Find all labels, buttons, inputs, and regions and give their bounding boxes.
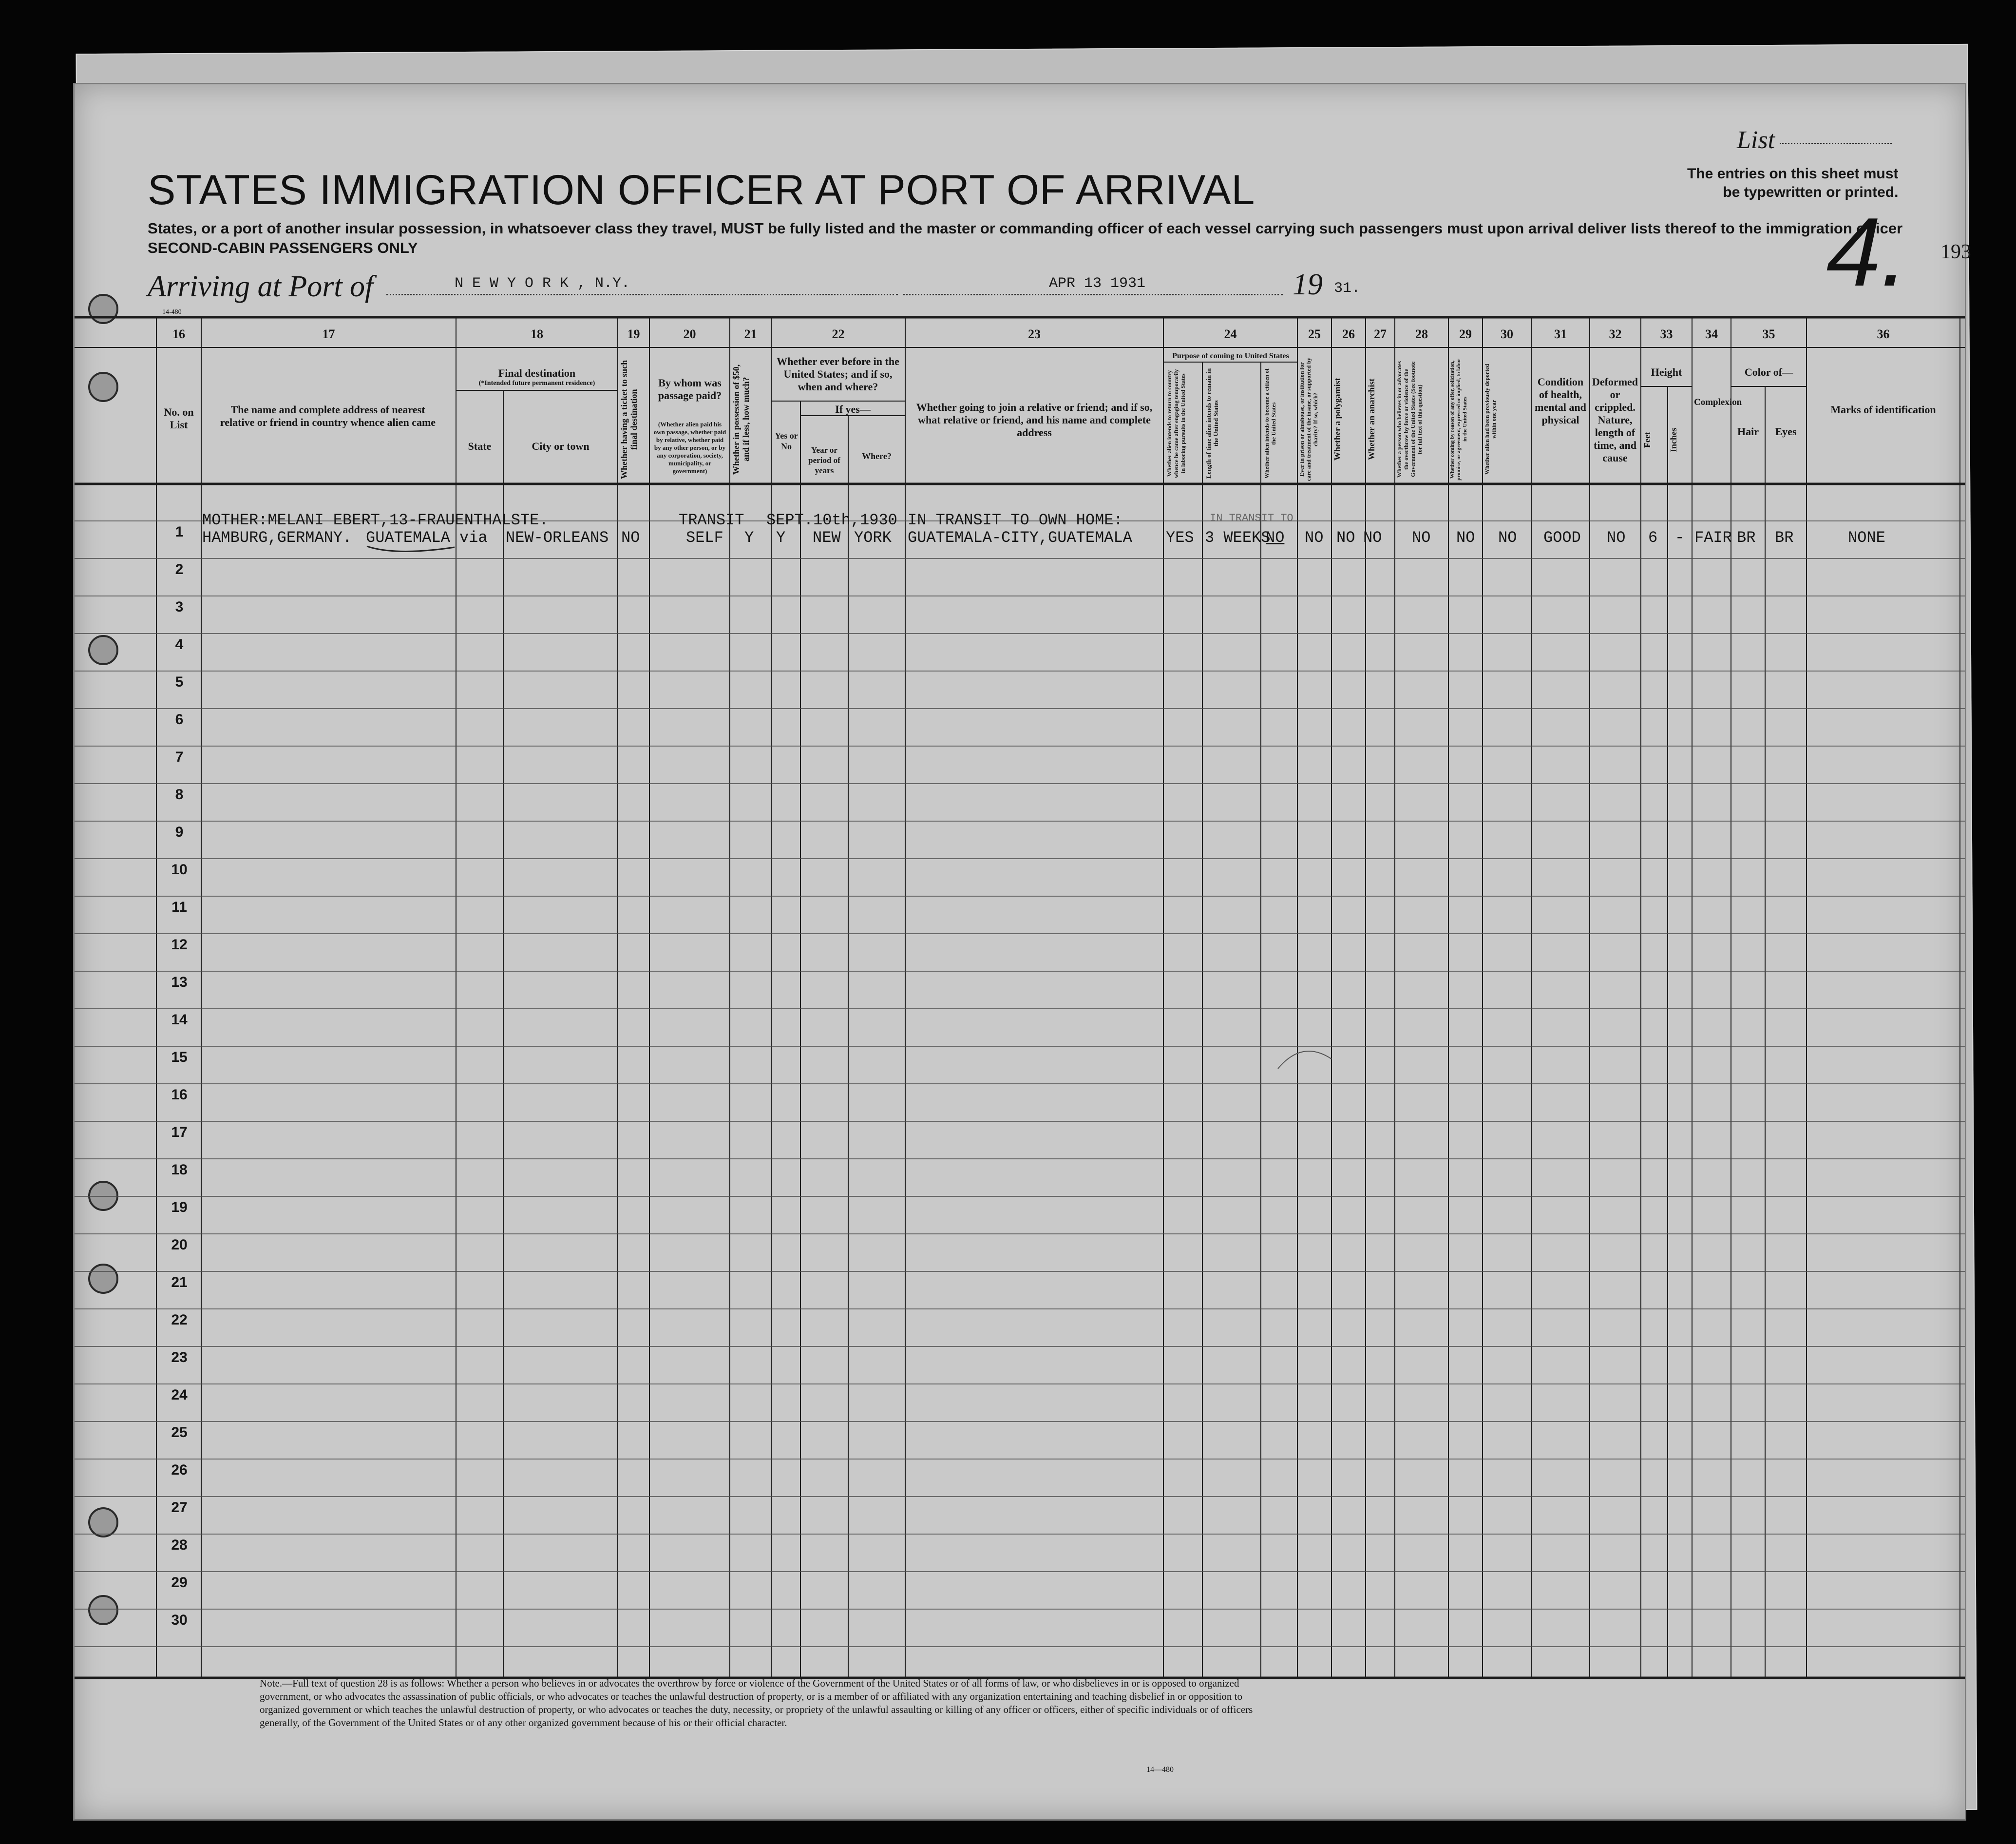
entry-complexion: FAIR bbox=[1694, 529, 1732, 547]
entry-relative-address-line2: HAMBURG,GERMANY. bbox=[202, 529, 352, 547]
column-number: 16 bbox=[172, 327, 185, 341]
row-number: 22 bbox=[171, 1312, 188, 1328]
header-hair: Hair bbox=[1737, 425, 1759, 438]
column-number: 25 bbox=[1308, 327, 1321, 341]
column-number: 28 bbox=[1415, 327, 1428, 341]
entry-join-line1: IN TRANSIT TO OWN HOME: bbox=[908, 511, 1123, 529]
row-number: 20 bbox=[171, 1237, 188, 1253]
entry-before-year: NEW bbox=[813, 529, 841, 547]
header-join-relative: Whether going to join a relative or friend; and if so, what relative or friend, and his name and complete address bbox=[916, 401, 1153, 439]
header-anarchist: Whether an anarchist bbox=[1367, 378, 1376, 461]
column-number: 17 bbox=[322, 327, 335, 341]
row-number: 14 bbox=[171, 1012, 188, 1028]
row-number: 27 bbox=[171, 1499, 188, 1516]
header-passage-paid-note: (Whether alien paid his own passage, whether paid by relative, whether paid by any other person, or by any corporation, society, municipality, or government) bbox=[653, 421, 726, 475]
column-number: 26 bbox=[1342, 327, 1355, 341]
column-number: 18 bbox=[531, 327, 543, 341]
row-number: 29 bbox=[171, 1575, 188, 1591]
header-marks: Marks of identification bbox=[1830, 403, 1936, 416]
row-number: 13 bbox=[171, 974, 188, 990]
entry-destination-state: GUATEMALA via bbox=[366, 529, 488, 547]
row-number: 8 bbox=[175, 787, 184, 803]
header-eyes: Eyes bbox=[1775, 425, 1797, 438]
entry-prison: NO bbox=[1305, 529, 1324, 547]
row-number: 7 bbox=[175, 749, 184, 765]
column-number: 22 bbox=[832, 327, 845, 341]
header-purpose: Purpose of coming to United States bbox=[1172, 352, 1289, 360]
header-ticket: Whether having a ticket to such final destination bbox=[619, 360, 639, 479]
entry-deported: NO bbox=[1498, 529, 1517, 547]
row-number: 5 bbox=[175, 674, 184, 690]
row-number: 17 bbox=[171, 1124, 188, 1140]
header-final-destination-note: (*Intended future permanent residence) bbox=[478, 380, 595, 387]
manifest-sheet bbox=[73, 83, 1971, 1821]
header-no-on-list: No. on List bbox=[164, 406, 194, 431]
row-number: 30 bbox=[171, 1612, 188, 1628]
row-number: 23 bbox=[171, 1349, 188, 1365]
header-height: Height bbox=[1651, 366, 1682, 378]
entry-ticket: NO bbox=[621, 529, 640, 547]
header-prison: Ever in prison or almshouse, or institution for care and treatment of the insane, or supported by charity? If so, which? bbox=[1298, 358, 1319, 481]
entry-purpose-overlay: IN TRANSIT TO bbox=[1210, 512, 1293, 524]
column-number: 30 bbox=[1501, 327, 1513, 341]
column-number: 21 bbox=[744, 327, 757, 341]
row-number: 18 bbox=[171, 1162, 188, 1178]
column-number: 33 bbox=[1660, 327, 1673, 341]
header-complexion: Complexion bbox=[1694, 397, 1742, 407]
row-number: 26 bbox=[171, 1462, 188, 1478]
row-number: 2 bbox=[175, 561, 184, 577]
header-if-yes: If yes— bbox=[835, 403, 871, 415]
arriving-label: Arriving at Port of bbox=[148, 270, 374, 303]
header-purpose-return: Whether alien intends to return to country whence he came after engaging temporarily in laboring pursuits in the United States bbox=[1166, 369, 1186, 478]
header-polygamist: Whether a polygamist bbox=[1332, 378, 1342, 461]
header-health: Condition of health, mental and physical bbox=[1535, 376, 1586, 426]
entry-join-line2: GUATEMALA-CITY,GUATEMALA bbox=[908, 529, 1132, 547]
header-inches: Inches bbox=[1669, 428, 1678, 453]
column-number: 36 bbox=[1877, 327, 1890, 341]
row-number: 4 bbox=[175, 636, 184, 653]
header-nearest-relative: The name and complete address of nearest relative or friend in country whence alien came bbox=[220, 403, 436, 428]
entries-notice-line: The entries on this sheet must bbox=[1687, 166, 1899, 182]
column-number: 34 bbox=[1705, 327, 1718, 341]
entry-purpose-length: 3 WEEKS bbox=[1205, 529, 1271, 547]
row-number: 24 bbox=[171, 1387, 188, 1403]
header-fifty-dollars: Whether in possession of $50, and if less, how much? bbox=[731, 364, 751, 475]
entry-labor-offer: NO bbox=[1456, 529, 1475, 547]
entry-destination-city: NEW-ORLEANS bbox=[506, 529, 609, 547]
page-title: STATES IMMIGRATION OFFICER AT PORT OF ARRIVAL bbox=[148, 167, 1255, 213]
entry-marks: NONE bbox=[1848, 529, 1885, 547]
row-number: 6 bbox=[175, 711, 184, 728]
header-color-of: Color of— bbox=[1744, 366, 1793, 378]
entry-health: GOOD bbox=[1543, 529, 1581, 547]
header-feet: Feet bbox=[1642, 432, 1652, 448]
header-state: State bbox=[468, 440, 492, 452]
entry-before-yes-no: Y bbox=[776, 529, 786, 547]
column-number: 29 bbox=[1459, 327, 1472, 341]
entry-eyes: BR bbox=[1775, 529, 1794, 547]
header-final-destination: Final destination bbox=[498, 367, 576, 379]
entry-hair: BR bbox=[1737, 529, 1756, 547]
arrival-date: APR 13 1931 bbox=[1049, 275, 1146, 292]
column-number: 19 bbox=[627, 327, 640, 341]
entry-height-inches: - bbox=[1675, 529, 1685, 547]
header-city: City or town bbox=[532, 440, 590, 452]
row-number: 3 bbox=[175, 599, 184, 615]
entry-passage-line1: TRANSIT bbox=[679, 511, 744, 529]
column-number: 27 bbox=[1374, 327, 1387, 341]
table-grid bbox=[75, 84, 1965, 1819]
row-number: 12 bbox=[171, 937, 188, 953]
header-year-period: Year or period of years bbox=[808, 445, 840, 475]
entry-deformed: NO bbox=[1607, 529, 1626, 547]
entry-relative-address-line1: MOTHER:MELANI EBERT,13-FRAUENTHALSTE. bbox=[202, 511, 549, 529]
page-subtitle: States, or a port of another insular possession, in whatsoever class they travel, MUST be fully listed and the master or commanding officer of each vessel carrying such passengers must upon arrival deliver lists thereof to the immigration officer bbox=[148, 220, 1903, 237]
header-yes-or-no: Yes or No bbox=[775, 431, 798, 451]
column-number: 20 bbox=[683, 327, 696, 341]
row-number: 15 bbox=[171, 1049, 188, 1065]
header-purpose-citizen: Whether alien intends to become a citizen of the United States bbox=[1263, 368, 1277, 479]
header-where: Where? bbox=[862, 451, 892, 461]
column-number: 23 bbox=[1028, 327, 1041, 341]
row-number: 19 bbox=[171, 1199, 188, 1215]
corner-number: 193 bbox=[1940, 241, 1971, 263]
entry-anarchist: NO bbox=[1363, 529, 1382, 547]
column-number: 32 bbox=[1609, 327, 1622, 341]
entry-purpose-citizen: NO bbox=[1266, 529, 1285, 547]
cabin-class: SECOND-CABIN PASSENGERS ONLY bbox=[148, 239, 418, 256]
entries-notice-line: be typewritten or printed. bbox=[1723, 184, 1899, 200]
footnote-form-number: 14—480 bbox=[1146, 1766, 1174, 1774]
column-number: 24 bbox=[1224, 327, 1237, 341]
form-reference: 14-480 bbox=[162, 308, 182, 316]
entry-before-date: SEPT.10th,1930 bbox=[766, 511, 897, 529]
header-deported: Whether alien had been previously deported within one year bbox=[1483, 364, 1497, 475]
entry-overthrow: NO bbox=[1412, 529, 1431, 547]
port-value: N E W Y O R K , N.Y. bbox=[455, 275, 630, 292]
row-number: 21 bbox=[171, 1274, 188, 1290]
header-ever-before-in-us: Whether ever before in the United States; and if so, when and where? bbox=[777, 355, 899, 393]
header-purpose-length: Length of time alien intends to remain in the United States bbox=[1205, 368, 1219, 479]
year-suffix: 31. bbox=[1334, 280, 1361, 297]
handwritten-sheet-number: 4. bbox=[1817, 198, 1921, 307]
footnote-question-28: Note.—Full text of question 28 is as follows: Whether a person who believes in or advocates the overthrow by force or violence of the Government of the United States or of all forms of law, or who disbelieves in or is opposed to organized government, or who advocates the assassination of public officials, or who advocates or teaches the unlawful destruction of property, or is a member of or affiliated with any organization entertaining and teaching disbelief in or opposition to organized government or which teaches the unlawful destruction of property, or who advocates or teaches the duty, necessity, or propriety of the unlawful assaulting or killing of any officer or officers, either of specific individuals or of officers generally, of the Government of the United States or of any other organized government because of his or their official character. bbox=[260, 1677, 1253, 1729]
row-number: 9 bbox=[175, 824, 184, 840]
column-number: 31 bbox=[1554, 327, 1567, 341]
entry-before-where: YORK bbox=[854, 529, 892, 547]
entry-height-feet: 6 bbox=[1648, 529, 1658, 547]
row-number: 28 bbox=[171, 1537, 188, 1553]
entry-fifty-dollars: Y bbox=[744, 529, 754, 547]
row-number: 16 bbox=[171, 1087, 188, 1103]
header-deformed: Deformed or crippled. Nature, length of time, and cause bbox=[1592, 376, 1638, 464]
entry-polygamist: NO bbox=[1336, 529, 1355, 547]
row-number: 25 bbox=[171, 1424, 188, 1441]
header-labor-offer: Whether coming by reason of any offer, solicitation, promise, or agreement, expressed or implied, to labor in the United States bbox=[1449, 358, 1468, 480]
entry-passage-line2: SELF bbox=[686, 529, 723, 547]
header-passage-paid: By whom was passage paid? bbox=[658, 377, 722, 402]
row-number: 11 bbox=[171, 899, 187, 915]
year-prefix: 19 bbox=[1293, 268, 1323, 301]
entry-purpose-return: YES bbox=[1166, 529, 1194, 547]
column-number: 35 bbox=[1762, 327, 1775, 341]
row-number: 1 bbox=[175, 524, 184, 540]
list-label: List bbox=[1737, 126, 1775, 154]
header-overthrow: Whether a person who believes in or advocates the overthrow by force or violence of the Government of the United States (See footnote for full text of this question) bbox=[1396, 361, 1423, 478]
row-number: 10 bbox=[171, 862, 188, 878]
